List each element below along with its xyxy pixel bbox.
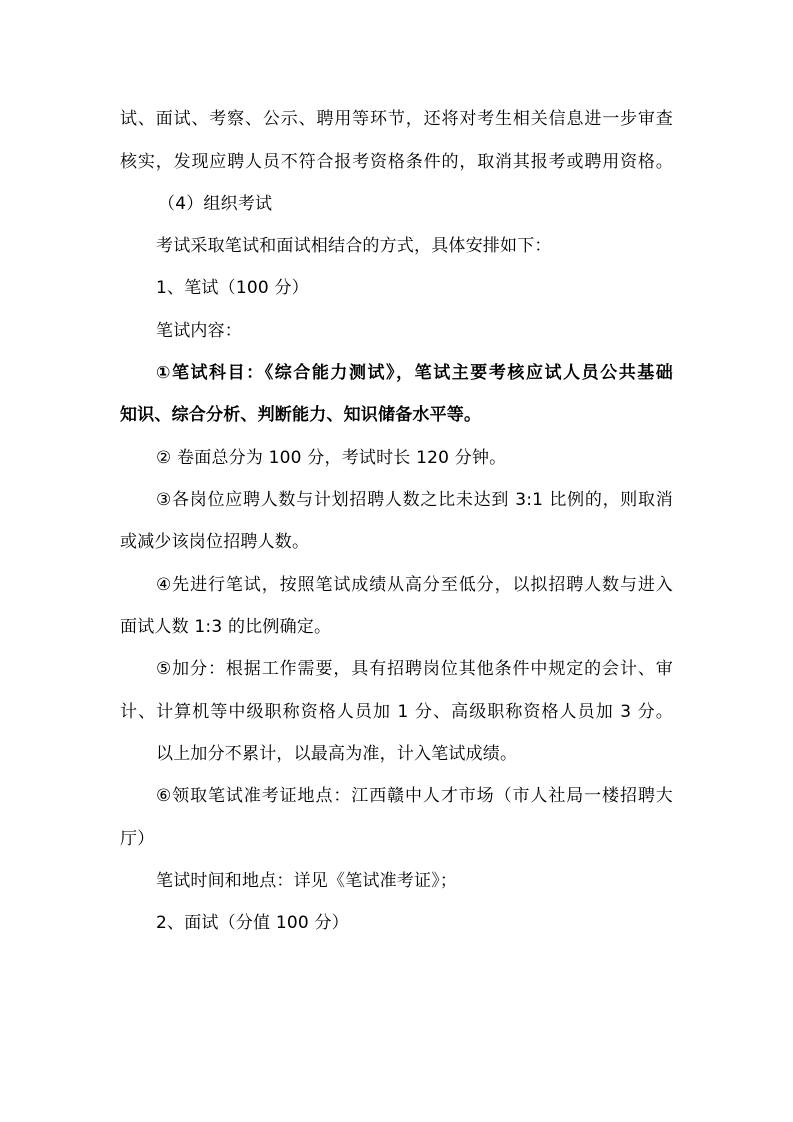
subsection-heading: 1、笔试（100 分） — [156, 278, 309, 298]
paragraph-line: 试、面试、考察、公示、聘用等环节，还将对考生相关信息进一步审查 — [120, 109, 673, 129]
paragraph-line: 计、计算机等中级职称资格人员加 1 分、高级职称资格人员加 3 分。 — [120, 702, 673, 722]
paragraph-line: 面试人数 1:3 的比例确定。 — [120, 617, 332, 637]
section-heading: （4）组织考试 — [158, 194, 273, 214]
paragraph-line: 考试采取笔试和面试相结合的方式，具体安排如下： — [156, 236, 552, 256]
subsection-heading: 2、面试（分值 100 分） — [156, 913, 349, 933]
bold-paragraph-line: ①笔试科目：《综合能力测试》，笔试主要考核应试人员公共基础 — [156, 363, 673, 383]
paragraph-line: 厅） — [120, 829, 155, 849]
paragraph-line: 笔试内容： — [156, 321, 242, 341]
paragraph-line: ⑤加分：根据工作需要，具有招聘岗位其他条件中规定的会计、审 — [156, 659, 673, 679]
paragraph-line: 或减少该岗位招聘人数。 — [120, 532, 310, 552]
bold-paragraph-line: 知识、综合分析、判断能力、知识储备水平等。 — [120, 405, 482, 425]
paragraph-line: 核实，发现应聘人员不符合报考资格条件的，取消其报考或聘用资格。 — [120, 152, 673, 172]
paragraph-line: ③各岗位应聘人数与计划招聘人数之比未达到 3:1 比例的，则取消 — [156, 490, 673, 510]
paragraph-line: 笔试时间和地点：详见《笔试准考证》； — [156, 871, 458, 891]
paragraph-line: ⑥领取笔试准考证地点：江西赣中人才市场（市人社局一楼招聘大 — [156, 786, 673, 806]
paragraph-line: ④先进行笔试，按照笔试成绩从高分至低分，以拟招聘人数与进入 — [156, 575, 673, 595]
paragraph-line: ② 卷面总分为 100 分，考试时长 120 分钟。 — [156, 448, 507, 468]
paragraph-line: 以上加分不累计，以最高为准，计入笔试成绩。 — [156, 744, 518, 764]
